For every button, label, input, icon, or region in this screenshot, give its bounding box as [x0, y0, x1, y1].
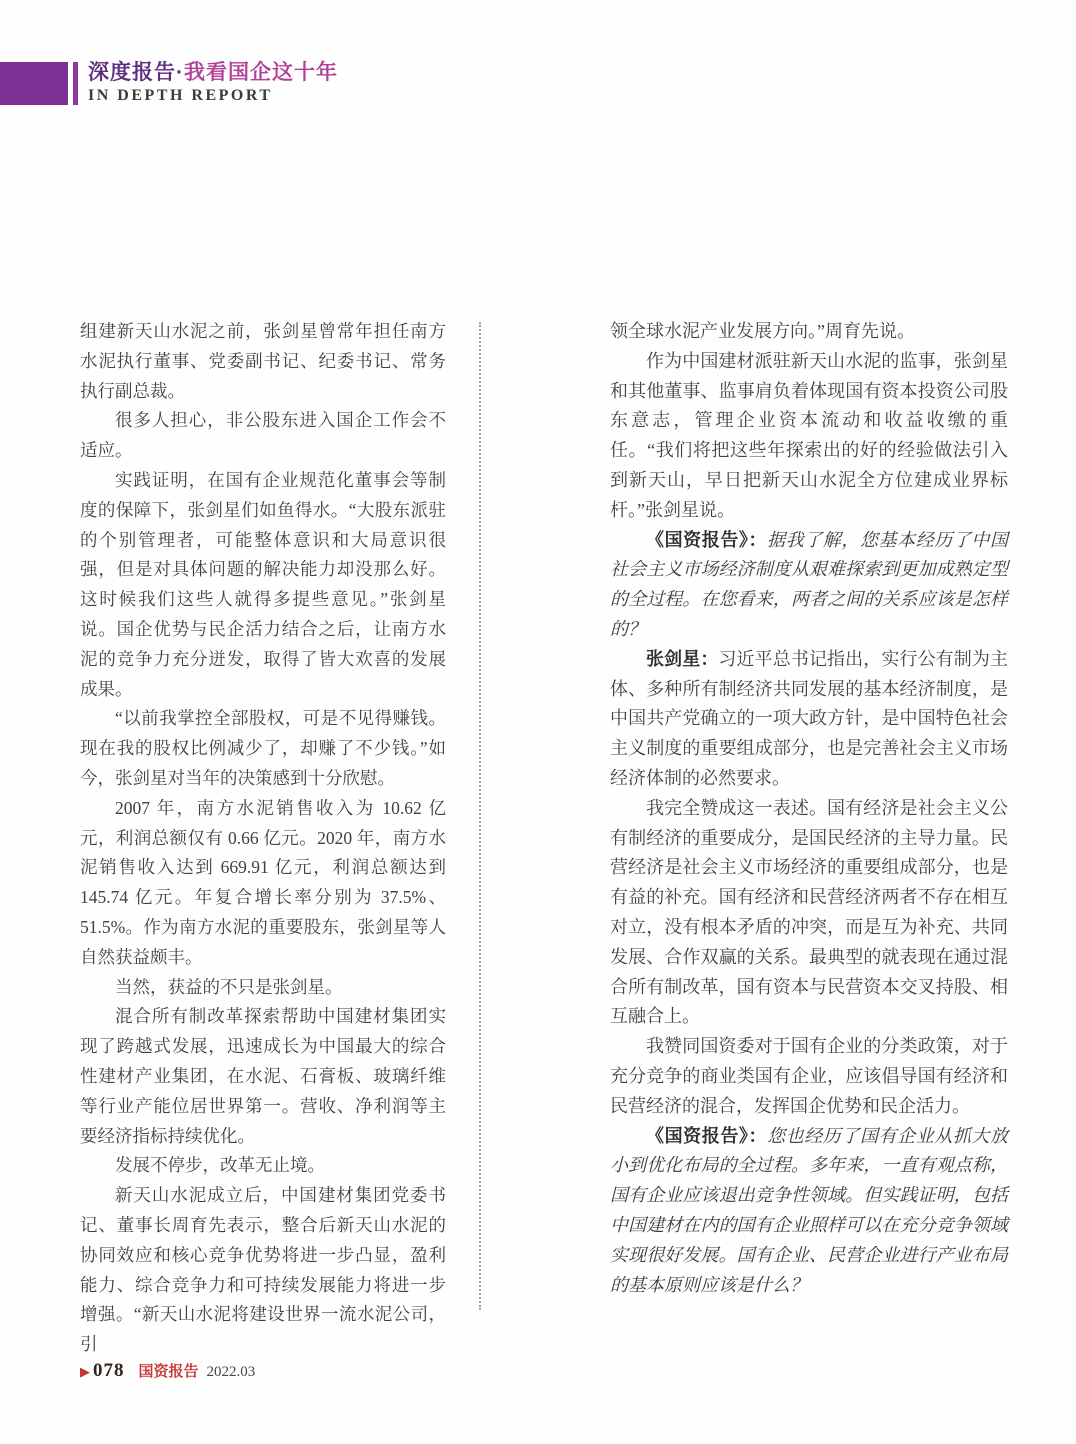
paragraph: 我赞同国资委对于国有企业的分类政策，对于充分竞争的商业类国有企业，应该倡导国有经济和民营经济的混合，发挥国企优势和民企活力。 — [610, 1036, 1008, 1116]
column-divider-dotted-rule — [479, 322, 481, 1310]
section-title-en: IN DEPTH REPORT — [88, 87, 273, 104]
paragraph: 发展不停步，改革无止境。 — [115, 1155, 325, 1176]
paragraph: 实践证明，在国有企业规范化董事会等制度的保障下，张剑星们如鱼得水。“大股东派驻的个别管理者，可能整体意识和大局意识很强，但是对具体问题的解决能力却没那么好。这时候我们这些人就得多提些意见。”张剑星说。国企优势与民企活力结合之后，让南方水泥的竞争力充分迸发，取得了皆大欢喜的发展成果。 — [80, 469, 446, 699]
brand-color-block — [0, 62, 68, 105]
question-label: 《国资报告》： — [646, 529, 768, 550]
paragraph: “以前我掌控全部股权，可是不见得赚钱。现在我的股权比例减少了，却赚了不少钱。”如今，张剑星对当年的决策感到十分欣慰。 — [80, 708, 446, 788]
paragraph: 领全球水泥产业发展方向。”周育先说。 — [610, 321, 915, 341]
section-title-highlight: 我看国企这十年 — [184, 61, 338, 84]
header-titles — [88, 60, 338, 105]
answer-label: 张剑星： — [646, 648, 719, 669]
paragraph: 组建新天山水泥之前，张剑星曾常年担任南方水泥执行董事、党委副书记、纪委书记、常务执行副总裁。 — [80, 321, 446, 401]
paragraph: 我完全赞成这一表述。国有经济是社会主义公有制经济的重要成分，是国民经济的主导力量。民营经济是社会主义市场经济的重要组成部分，也是有益的补充。国有经济和民营经济两者不存在相互对立，没有根本矛盾的冲突，而是互为补充、共同发展、合作双赢的关系。最典型的就表现在通过混合所有制改革，国有资本与民营资本交叉持股、相互融合上。 — [610, 797, 1008, 1027]
question-text: 您也经历了国有企业从抓大放小到优化布局的全过程。多年来，一直有观点称，国有企业应该退出竞争性领域。但实践证明，包括中国建材在内的国有企业照样可以在充分竞争领域实现很好发展。国有企业、民营企业进行产业布局的基本原则应该是什么？ — [610, 1125, 1009, 1295]
issue-date: 2022.03 — [206, 1364, 256, 1380]
interview-question — [610, 1122, 1008, 1301]
paragraph: 作为中国建材派驻新天山水泥的监事，张剑星和其他董事、监事肩负着体现国有资本投资公司股东意志，管理企业资本流动和收益收缴的重任。“我们将把这些年探索出的好的经验做法引入到新天山，早日把新天山水泥全方位建成业界标杆。”张剑星说。 — [610, 350, 1008, 520]
question-label: 《国资报告》： — [646, 1125, 768, 1146]
paragraph: 2007 年，南方水泥销售收入为 10.62 亿元，利润总额仅有 0.66 亿元。2020 年，南方水泥销售收入达到 669.91 亿元，利润总额达到 145.74 亿元。年复合增长率分别为 37.5%、51.5%。作为南方水泥的重要股东，张剑星等人自然获益颇丰。 — [80, 797, 446, 967]
left-text-column — [80, 317, 446, 1360]
header-vertical-rule — [73, 62, 78, 105]
paragraph: 混合所有制改革探索帮助中国建材集团实现了跨越式发展，迅速成长为中国最大的综合性建材产业集团，在水泥、石膏板、玻璃纤维等行业产能位居世界第一。营收、净利润等主要经济指标持续优化。 — [80, 1006, 446, 1146]
interview-question — [610, 526, 1008, 645]
interview-answer — [610, 645, 1008, 794]
page-marker-triangle-icon: ▶ — [80, 1365, 90, 1380]
question-text: 据我了解，您基本经历了中国社会主义市场经济制度从艰难探索到更加成熟定型的全过程。在您看来，两者之间的关系应该是怎样的？ — [610, 529, 1009, 639]
paragraph: 新天山水泥成立后，中国建材集团党委书记、董事长周育先表示，整合后新天山水泥的协同效应和核心竞争优势将进一步凸显，盈利能力、综合竞争力和可持续发展能力将进一步增强。“新天山水泥将建设世界一流水泥公司，引 — [80, 1185, 446, 1355]
right-text-column — [610, 317, 1008, 1300]
answer-text: 习近平总书记指出，实行公有制为主体、多种所有制经济共同发展的基本经济制度，是中国共产党确立的一项大政方针，是中国特色社会主义制度的重要组成部分，也是完善社会主义市场经济体制的必然要求。 — [610, 648, 1008, 788]
page-footer — [80, 1360, 255, 1382]
paragraph: 很多人担心，非公股东进入国企工作会不适应。 — [80, 410, 446, 461]
paragraph: 当然，获益的不只是张剑星。 — [115, 976, 343, 997]
magazine-name: 国资报告 — [138, 1364, 199, 1380]
section-title-prefix: 深度报告· — [88, 61, 184, 84]
section-title-zh — [88, 60, 338, 85]
page-number: 078 — [93, 1360, 125, 1381]
